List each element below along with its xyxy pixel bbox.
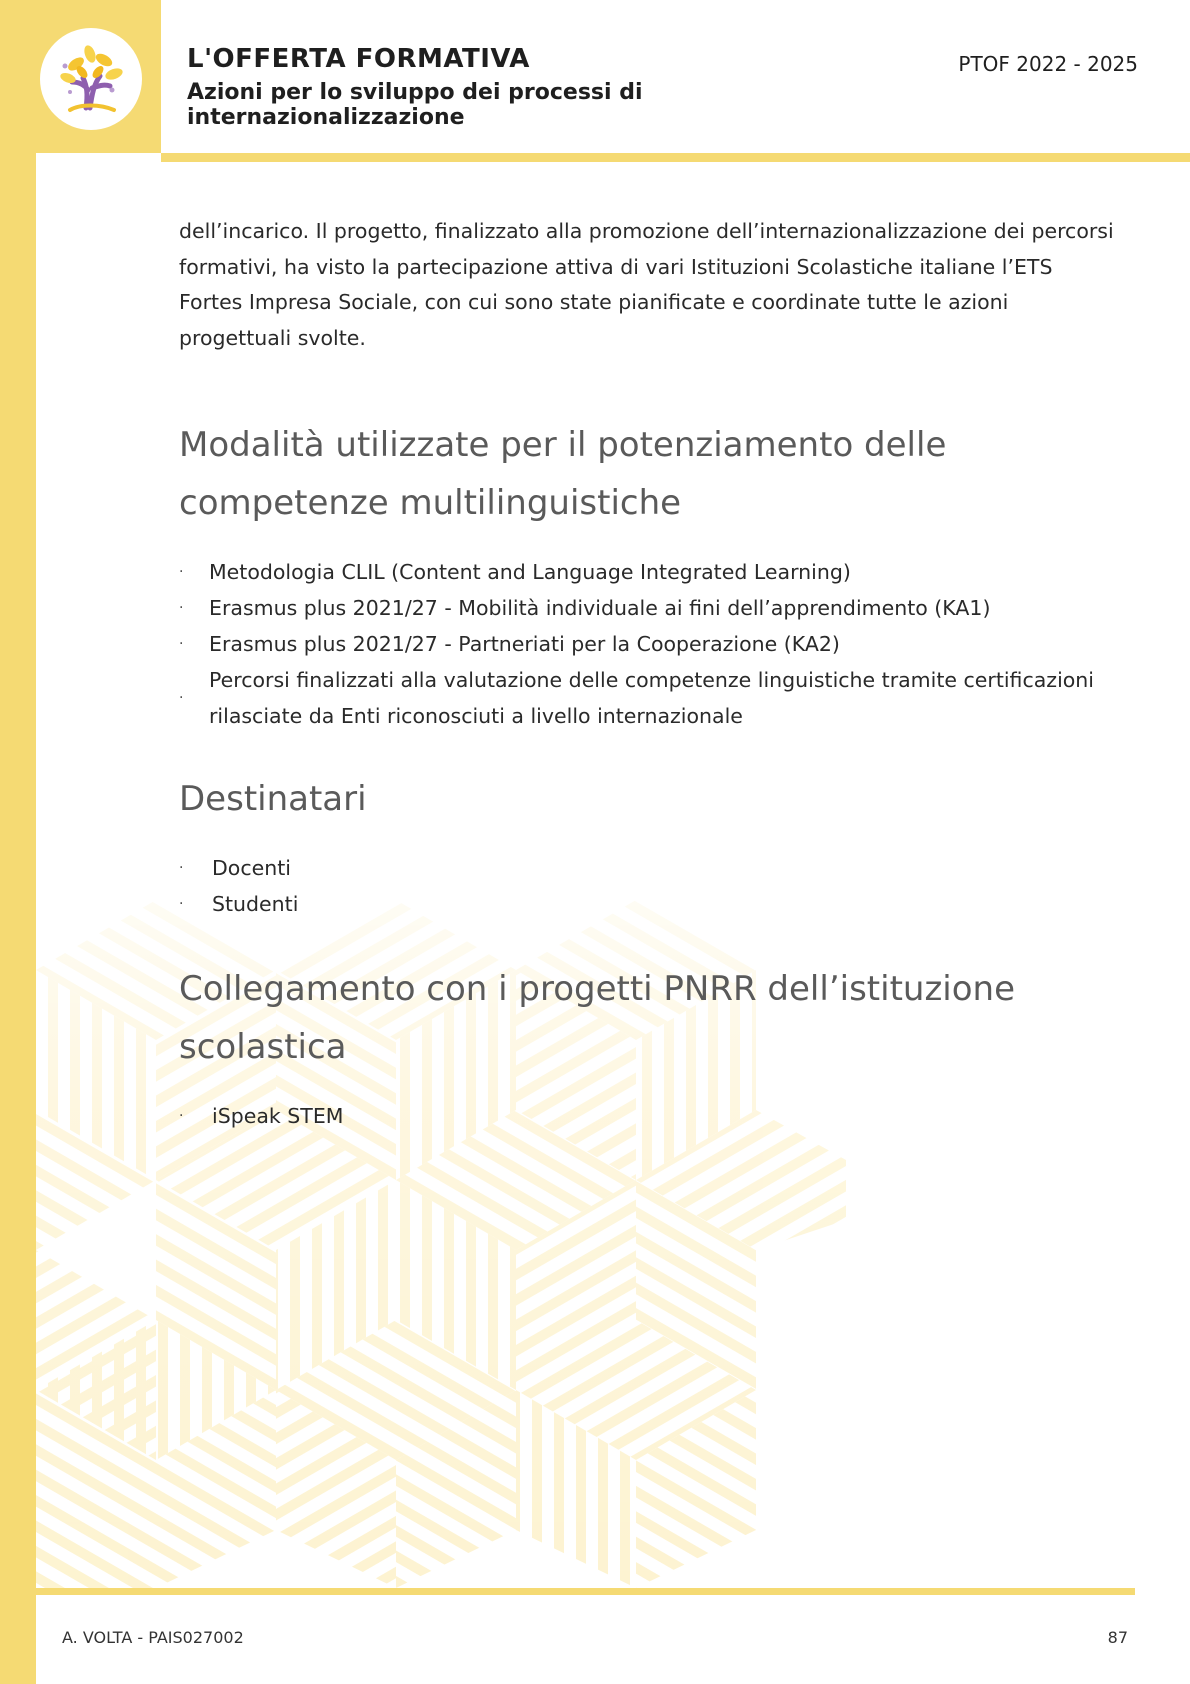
bullet-icon: · <box>179 690 184 706</box>
footer-school-code: A. VOLTA - PAIS027002 <box>62 1628 244 1647</box>
list-item: · Erasmus plus 2021/27 - Mobilità individuale ai fini dell’apprendimento (KA1) <box>179 590 1119 626</box>
bullet-icon: · <box>179 896 184 912</box>
footer-divider <box>36 1588 1135 1595</box>
left-accent-band <box>0 0 36 1684</box>
modalita-list <box>179 554 1119 734</box>
bullet-icon: · <box>179 636 184 652</box>
school-logo <box>40 28 142 130</box>
pnrr-list <box>179 1098 1119 1134</box>
list-item: · Percorsi finalizzati alla valutazione delle competenze linguistiche tramite certificazioni rilasciate da Enti riconosciuti a livello internazionale <box>179 668 1094 728</box>
list-item: · Docenti <box>179 850 1119 886</box>
header-subtitle: Azioni per lo sviluppo dei processi di internazionalizzazione <box>187 80 643 130</box>
bullet-icon: · <box>179 600 184 616</box>
page-number: 87 <box>1107 1628 1128 1647</box>
main-content <box>179 214 1119 1134</box>
header-title: L'OFFERTA FORMATIVA <box>187 44 530 74</box>
ptof-label: PTOF 2022 - 2025 <box>958 52 1138 76</box>
section-heading-pnrr: Collegamento con i progetti PNRR dell’istituzione scolastica <box>179 969 1016 1067</box>
section-heading-modalita: Modalità utilizzate per il potenziamento delle competenze multilinguistiche <box>179 425 947 523</box>
tree-logo-icon <box>59 44 124 110</box>
list-item: · Studenti <box>179 886 1119 922</box>
section-heading-destinatari: Destinatari <box>179 779 367 819</box>
list-item: · Metodologia CLIL (Content and Language Integrated Learning) <box>179 554 1119 590</box>
list-item: · Erasmus plus 2021/27 - Partneriati per la Cooperazione (KA2) <box>179 626 1119 662</box>
destinatari-list <box>179 850 1119 922</box>
bullet-icon: · <box>179 564 184 580</box>
bullet-icon: · <box>179 860 184 876</box>
bullet-icon: · <box>179 1108 184 1124</box>
header-divider <box>161 153 1190 162</box>
intro-paragraph: dell’incarico. Il progetto, finalizzato alla promozione dell’internazionalizzazione dei percorsi formativi, ha visto la partecipazione attiva di vari Istituzioni Scolastiche italiane l’ETS Fortes Impresa Sociale, con cui sono state pianificate e coordinate tutte le azioni progettuali svolte. <box>179 219 1114 350</box>
list-item: · iSpeak STEM <box>179 1098 1119 1134</box>
